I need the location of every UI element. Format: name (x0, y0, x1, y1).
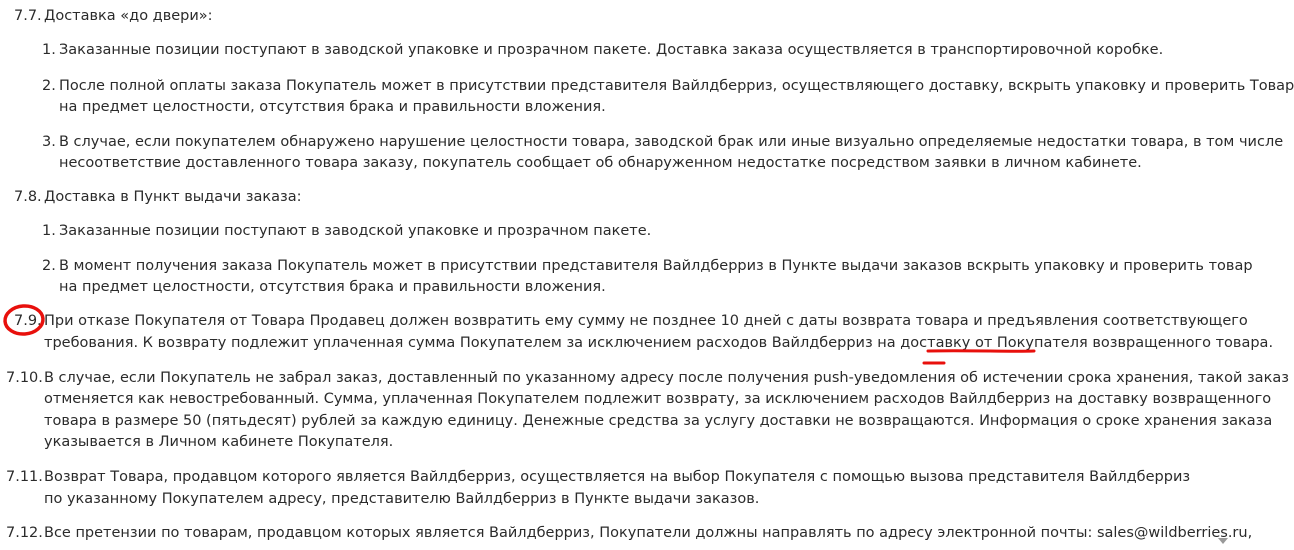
list-item-number: 2. (42, 78, 56, 94)
list-item-text: несоответствие доставленного товара заказу, покупатель сообщает об обнаруженном недостатке посредством заявки в личном кабинете. (59, 155, 1142, 171)
section-7-9-text: При отказе Покупателя от Товара Продавец должен возвратить ему сумму не позднее 10 дней с даты возврата товара и предъявления соответствующего (44, 313, 1248, 329)
section-7-8-number: 7.8. (14, 189, 42, 205)
section-7-10-text: товара в размере 50 (пятьдесят) рублей за каждую единицу. Денежные средства за услугу доставки не возвращаются. Информация о сроке хранения заказа (44, 413, 1273, 429)
section-7-7-number: 7.7. (14, 8, 42, 24)
list-item-text: Заказанные позиции поступают в заводской упаковке и прозрачном пакете. Доставка заказа осуществляется в транспортировочной коробке. (59, 42, 1164, 58)
list-item-text: После полной оплаты заказа Покупатель может в присутствии представителя Вайлдберриз, осуществляющего доставку, вскрыть упаковку и проверить Товар (59, 78, 1294, 94)
list-item-number: 3. (42, 134, 56, 150)
section-7-10-number: 7.10. (6, 370, 43, 386)
section-7-8-title: Доставка в Пункт выдачи заказа: (44, 189, 302, 205)
section-7-10-text: отменяется как невостребованный. Сумма, уплаченная Покупателем подлежит возврату, за исключением расходов Вайлдберриз на доставку возвращенного (44, 391, 1272, 407)
section-7-7-title: Доставка «до двери»: (44, 8, 213, 24)
section-7-9-text-line-2 (44, 333, 1273, 353)
list-item-number: 1. (42, 223, 56, 239)
list-item-number: 1. (42, 42, 56, 58)
list-item-number: 2. (42, 258, 56, 274)
section-7-11-text: по указанному Покупателем адресу, представителю Вайлдберриз в Пункте выдачи заказов. (44, 491, 760, 507)
section-7-9-text-tail: возвращенного товара. (1087, 335, 1274, 351)
section-7-10-text: В случае, если Покупатель не забрал заказ, доставленный по указанному адресу после получения push-уведомления об истечении срока хранения, такой заказ (44, 370, 1289, 386)
section-7-12-number: 7.12. (6, 525, 43, 541)
section-7-9-number: 7.9. (14, 313, 42, 329)
underlined-phrase: от Покупателя (974, 335, 1088, 351)
list-item-text: на предмет целостности, отсутствия брака и правильности вложения. (59, 99, 606, 115)
section-7-12-text: Все претензии по товарам, продавцом которых является Вайлдберриз, Покупатели должны направлять по адресу электронной почты: sales@wildberries.ru, (44, 525, 1253, 541)
section-7-10-text: указывается в Личном кабинете Покупателя. (44, 434, 394, 450)
list-item-text: на предмет целостности, отсутствия брака и правильности вложения. (59, 279, 606, 295)
list-item-text: В момент получения заказа Покупатель может в присутствии представителя Вайлдберриз в Пункте выдачи заказов вскрыть упаковку и проверить товар (59, 258, 1253, 274)
list-item-text: В случае, если покупателем обнаружено нарушение целостности товара, заводской брак или иные визуально определяемые недостатки товара, в том числе (59, 134, 1284, 150)
section-7-9-text: требования. К возврату подлежит уплаченная сумма Покупателем за исключением расходов Вайлдберриз на доставку (44, 335, 975, 351)
section-7-11-number: 7.11. (6, 469, 43, 485)
list-item-text: Заказанные позиции поступают в заводской упаковке и прозрачном пакете. (59, 223, 652, 239)
section-7-11-text: Возврат Товара, продавцом которого является Вайлдберриз, осуществляется на выбор Покупателя с помощью вызова представителя Вайлдберриз (44, 469, 1191, 485)
scroll-down-indicator[interactable] (1218, 538, 1228, 544)
